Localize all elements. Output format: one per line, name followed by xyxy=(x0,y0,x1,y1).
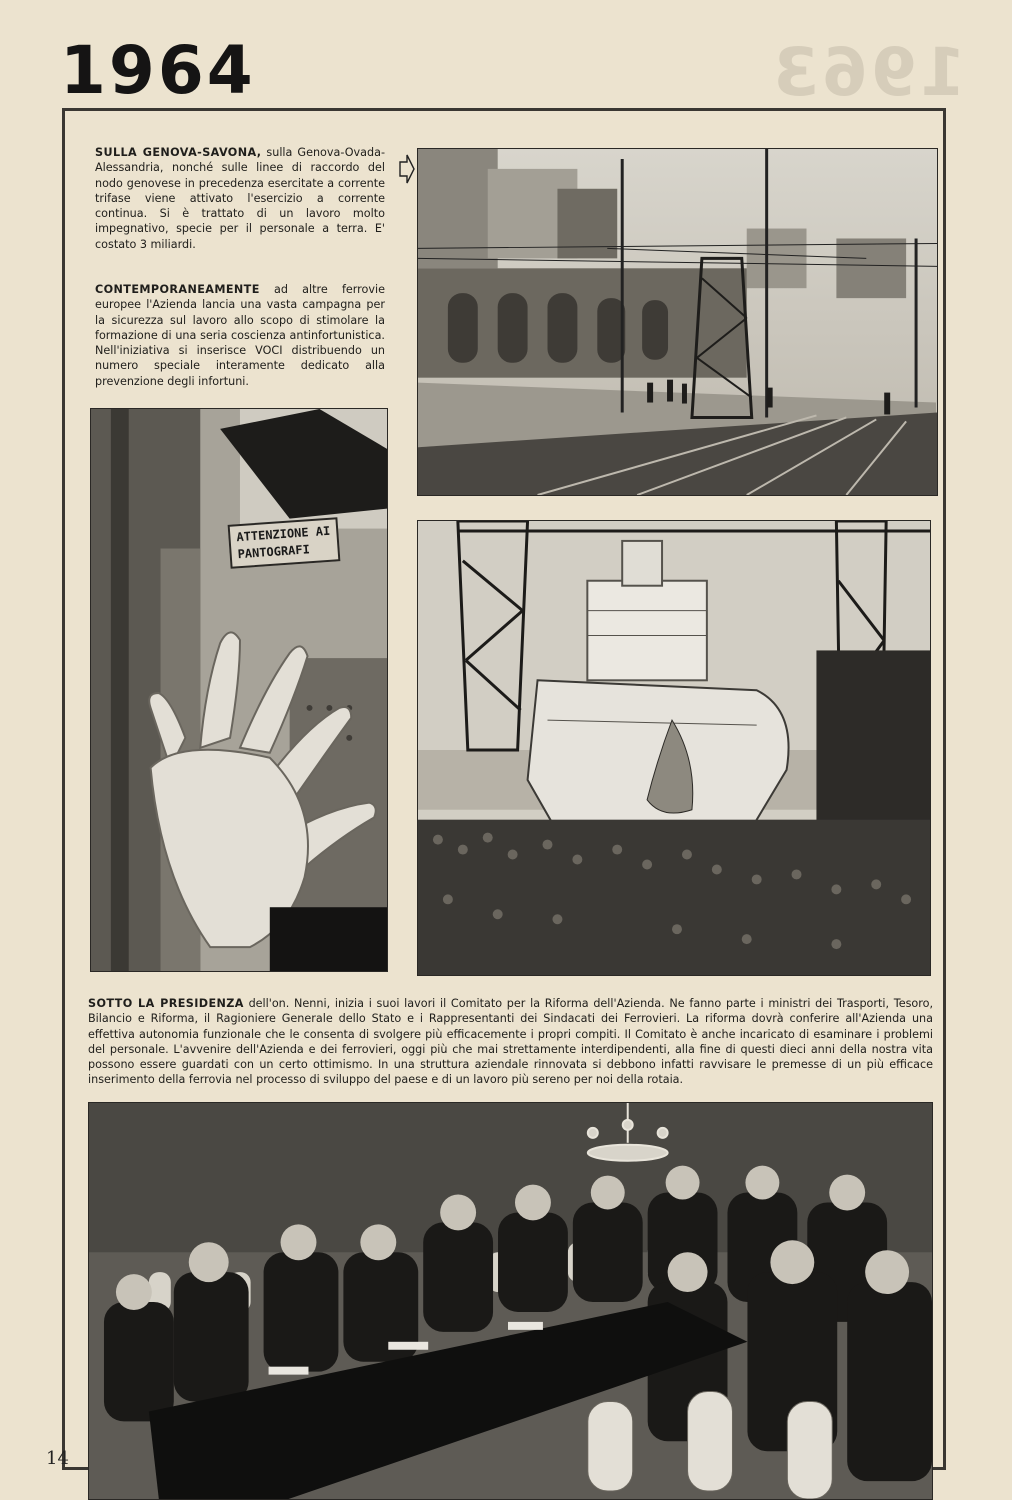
page-number: 14 xyxy=(46,1448,69,1469)
arrow-right-icon xyxy=(398,152,416,186)
photo-pantograph-warning xyxy=(90,408,388,972)
article-body: ad altre ferrovie europee l'Azienda lancia una vasta campagna per la sicurezza sul lavoro allo scopo di stimolare la formazione di una seria coscienza antinfortunistica. Nell'iniziativa si inserisce VOCI distribuendo un numero speciale interamente dedicato alla prevenzione degli infortuni. xyxy=(95,283,385,388)
pantograph-illustration xyxy=(91,409,387,971)
article-genova-savona xyxy=(95,145,385,252)
article-lead: SULLA GENOVA-SAVONA, xyxy=(95,146,262,159)
meeting-illustration xyxy=(89,1103,932,1499)
photo-ship-launch xyxy=(417,520,931,976)
article-body: dell'on. Nenni, inizia i suoi lavori il Comitato per la Riforma dell'Azienda. Ne fanno parte i ministri dei Trasporti, Tesoro, Bilancio e Riforma, il Ragioniere Generale dello Stato e i Rappresentanti dei Sindacati dei Ferrovieri. La riforma dovrà conferire all'Azienda una effettiva autonomia funzionale che le consenta di svolgere più efficacemente i propri compiti. Il Comitato è anche incaricato di esaminare i problemi del personale. L'avvenire dell'Azienda e dei ferrovieri, oggi più che mai strettamente interdipendenti, alla fine di questi dieci anni della nostra vita possono essere guardati con un certo ottimismo. In una struttura aziendale rinnovata si debbono infatti ravvisare le premesse di un più efficace inserimento della ferrovia nel processo di sviluppo del paese e di un lavoro più sereno per noi della rotaia. xyxy=(88,997,933,1087)
photo-committee-meeting xyxy=(88,1102,933,1500)
article-contemporaneamente xyxy=(95,282,385,389)
ship-launch-illustration xyxy=(418,521,930,975)
photo-genova-station xyxy=(417,148,938,496)
page-year-heading: 1964 xyxy=(60,32,256,109)
article-body: sulla Genova-Ovada-Alessandria, nonché sulle linee di raccordo del nodo genovese in precedenza esercitate a corrente trifase viene attivato l'esercizio a corrente continua. Si è trattato di un lavoro molto impegnativo, specie per il personale a terra. E' costato 3 miliardi. xyxy=(95,146,385,251)
article-lead: CONTEMPORANEAMENTE xyxy=(95,283,260,296)
station-illustration xyxy=(418,149,937,495)
article-presidenza xyxy=(88,996,933,1088)
ghost-year-bleedthrough: 1963 xyxy=(770,34,966,111)
sign-line-1: ATTENZIONE AI xyxy=(235,523,331,545)
pantograph-warning-sign xyxy=(228,517,341,569)
sign-line-2: PANTOGRAFI xyxy=(237,542,311,562)
article-lead: SOTTO LA PRESIDENZA xyxy=(88,997,244,1010)
